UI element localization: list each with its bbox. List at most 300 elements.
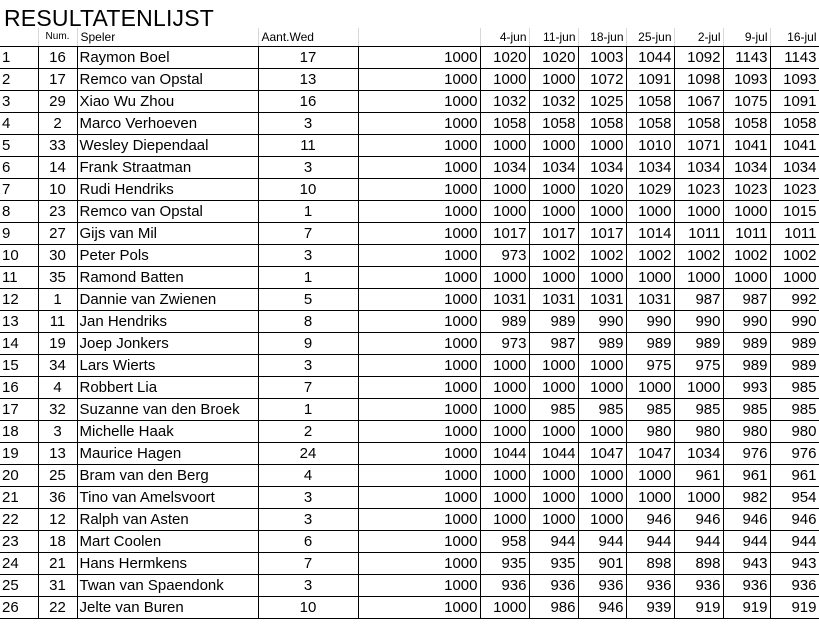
games-count-cell: 17 (258, 47, 358, 69)
rating-cell: 1014 (626, 223, 674, 245)
rank-cell: 24 (0, 553, 38, 575)
rating-cell: 1000 (480, 135, 529, 157)
rating-cell: 990 (578, 311, 626, 333)
start-rating-cell: 1000 (358, 575, 480, 597)
rating-cell: 1031 (578, 289, 626, 311)
rank-cell: 21 (0, 487, 38, 509)
games-count-cell: 3 (258, 113, 358, 135)
player-name-cell: Tino van Amelsvoort (77, 487, 258, 509)
rating-cell: 1017 (578, 223, 626, 245)
player-number-cell: 17 (38, 69, 77, 91)
rank-cell: 9 (0, 223, 38, 245)
rating-cell: 1000 (480, 267, 529, 289)
start-rating-cell: 1000 (358, 333, 480, 355)
rating-cell: 973 (480, 333, 529, 355)
start-rating-cell: 1000 (358, 91, 480, 113)
rating-cell: 980 (723, 421, 770, 443)
games-count-cell: 3 (258, 355, 358, 377)
player-name-cell: Wesley Diependaal (77, 135, 258, 157)
start-rating-cell: 1000 (358, 245, 480, 267)
start-rating-cell: 1000 (358, 553, 480, 575)
rating-cell: 901 (578, 553, 626, 575)
rating-cell: 985 (770, 399, 819, 421)
rating-cell: 1000 (480, 421, 529, 443)
rating-cell: 1092 (674, 47, 723, 69)
rating-cell: 985 (723, 399, 770, 421)
rating-cell: 1029 (626, 179, 674, 201)
rating-cell: 1000 (529, 69, 578, 91)
rating-cell: 976 (770, 443, 819, 465)
table-row (0, 201, 819, 223)
rating-cell: 936 (480, 575, 529, 597)
start-rating-cell: 1000 (358, 443, 480, 465)
rating-cell: 1020 (578, 179, 626, 201)
rating-cell: 990 (723, 311, 770, 333)
rating-cell: 990 (674, 311, 723, 333)
rank-cell: 22 (0, 509, 38, 531)
player-name-cell: Ralph van Asten (77, 509, 258, 531)
games-count-cell: 11 (258, 135, 358, 157)
rating-cell: 989 (770, 333, 819, 355)
start-rating-cell: 1000 (358, 377, 480, 399)
header-date: 9-jul (723, 28, 770, 47)
table-row (0, 113, 819, 135)
start-rating-cell: 1000 (358, 465, 480, 487)
rating-cell: 1000 (529, 487, 578, 509)
rank-cell: 2 (0, 69, 38, 91)
rating-cell: 1000 (480, 399, 529, 421)
rating-cell: 1000 (480, 509, 529, 531)
rating-cell: 944 (578, 531, 626, 553)
rating-cell: 1000 (480, 597, 529, 619)
start-rating-cell: 1000 (358, 135, 480, 157)
table-row (0, 575, 819, 597)
rank-cell: 6 (0, 157, 38, 179)
rating-cell: 1098 (674, 69, 723, 91)
rating-cell: 1000 (480, 69, 529, 91)
rating-cell: 1000 (529, 509, 578, 531)
rating-cell: 1000 (578, 487, 626, 509)
start-rating-cell: 1000 (358, 597, 480, 619)
header-rank (0, 28, 38, 47)
rating-cell: 944 (529, 531, 578, 553)
rating-cell: 1034 (770, 157, 819, 179)
player-number-cell: 31 (38, 575, 77, 597)
rating-cell: 946 (674, 509, 723, 531)
rating-cell: 1058 (480, 113, 529, 135)
rating-cell: 961 (770, 465, 819, 487)
rating-cell: 946 (626, 509, 674, 531)
player-name-cell: Xiao Wu Zhou (77, 91, 258, 113)
start-rating-cell: 1000 (358, 157, 480, 179)
rating-cell: 985 (626, 399, 674, 421)
rating-cell: 1011 (674, 223, 723, 245)
rating-cell: 1017 (480, 223, 529, 245)
table-row (0, 531, 819, 553)
rating-cell: 1044 (480, 443, 529, 465)
table-row (0, 465, 819, 487)
rating-cell: 1002 (529, 245, 578, 267)
games-count-cell: 7 (258, 223, 358, 245)
rating-cell: 944 (770, 531, 819, 553)
rating-cell: 944 (723, 531, 770, 553)
rating-cell: 935 (529, 553, 578, 575)
player-number-cell: 30 (38, 245, 77, 267)
rating-cell: 1058 (578, 113, 626, 135)
table-row (0, 69, 819, 91)
player-name-cell: Rudi Hendriks (77, 179, 258, 201)
player-number-cell: 23 (38, 201, 77, 223)
rating-cell: 946 (770, 509, 819, 531)
rating-cell: 985 (770, 377, 819, 399)
player-number-cell: 4 (38, 377, 77, 399)
rating-cell: 985 (529, 399, 578, 421)
player-number-cell: 34 (38, 355, 77, 377)
games-count-cell: 1 (258, 201, 358, 223)
rank-cell: 5 (0, 135, 38, 157)
table-row (0, 91, 819, 113)
header-row (0, 28, 819, 47)
rank-cell: 23 (0, 531, 38, 553)
rating-cell: 1093 (770, 69, 819, 91)
rating-cell: 1000 (626, 267, 674, 289)
header-start (358, 28, 480, 47)
games-count-cell: 3 (258, 157, 358, 179)
games-count-cell: 16 (258, 91, 358, 113)
rating-cell: 1011 (770, 223, 819, 245)
rating-cell: 1000 (529, 179, 578, 201)
rating-cell: 939 (626, 597, 674, 619)
rating-cell: 987 (674, 289, 723, 311)
header-date: 2-jul (674, 28, 723, 47)
rank-cell: 19 (0, 443, 38, 465)
rank-cell: 13 (0, 311, 38, 333)
rating-cell: 936 (674, 575, 723, 597)
rank-cell: 12 (0, 289, 38, 311)
rating-cell: 990 (770, 311, 819, 333)
rating-cell: 992 (770, 289, 819, 311)
rating-cell: 1000 (578, 509, 626, 531)
player-number-cell: 27 (38, 223, 77, 245)
player-number-cell: 18 (38, 531, 77, 553)
player-number-cell: 36 (38, 487, 77, 509)
rating-cell: 1000 (529, 355, 578, 377)
rating-cell: 961 (674, 465, 723, 487)
start-rating-cell: 1000 (358, 289, 480, 311)
player-number-cell: 1 (38, 289, 77, 311)
player-name-cell: Remco van Opstal (77, 69, 258, 91)
table-row (0, 333, 819, 355)
player-name-cell: Raymon Boel (77, 47, 258, 69)
results-table (0, 28, 819, 619)
rating-cell: 944 (674, 531, 723, 553)
rating-cell: 1000 (578, 355, 626, 377)
games-count-cell: 3 (258, 575, 358, 597)
rating-cell: 975 (674, 355, 723, 377)
rating-cell: 989 (578, 333, 626, 355)
rating-cell: 1034 (674, 157, 723, 179)
player-name-cell: Remco van Opstal (77, 201, 258, 223)
rating-cell: 1000 (674, 487, 723, 509)
rating-cell: 989 (626, 333, 674, 355)
games-count-cell: 13 (258, 69, 358, 91)
rank-cell: 15 (0, 355, 38, 377)
player-name-cell: Marco Verhoeven (77, 113, 258, 135)
rating-cell: 1002 (770, 245, 819, 267)
rating-cell: 1058 (626, 91, 674, 113)
rating-cell: 985 (578, 399, 626, 421)
rating-cell: 1031 (529, 289, 578, 311)
games-count-cell: 6 (258, 531, 358, 553)
rating-cell: 961 (723, 465, 770, 487)
player-number-cell: 14 (38, 157, 77, 179)
rating-cell: 898 (674, 553, 723, 575)
rating-cell: 1034 (578, 157, 626, 179)
player-number-cell: 22 (38, 597, 77, 619)
rating-cell: 1091 (770, 91, 819, 113)
rating-cell: 1047 (578, 443, 626, 465)
rating-cell: 944 (626, 531, 674, 553)
rating-cell: 954 (770, 487, 819, 509)
rating-cell: 1044 (626, 47, 674, 69)
rating-cell: 1000 (674, 267, 723, 289)
rating-cell: 1020 (480, 47, 529, 69)
rating-cell: 1011 (723, 223, 770, 245)
rating-cell: 989 (674, 333, 723, 355)
rating-cell: 1002 (578, 245, 626, 267)
rating-cell: 976 (723, 443, 770, 465)
start-rating-cell: 1000 (358, 267, 480, 289)
rank-cell: 18 (0, 421, 38, 443)
rating-cell: 986 (529, 597, 578, 619)
start-rating-cell: 1000 (358, 421, 480, 443)
rating-cell: 1023 (723, 179, 770, 201)
rating-cell: 946 (723, 509, 770, 531)
start-rating-cell: 1000 (358, 399, 480, 421)
rating-cell: 1091 (626, 69, 674, 91)
rating-cell: 1002 (626, 245, 674, 267)
rating-cell: 989 (770, 355, 819, 377)
rating-cell: 1000 (578, 267, 626, 289)
header-date: 25-jun (626, 28, 674, 47)
rating-cell: 1000 (626, 487, 674, 509)
rating-cell: 1002 (723, 245, 770, 267)
rating-cell: 1047 (626, 443, 674, 465)
page-title: RESULTATENLIJST (4, 5, 215, 31)
rating-cell: 919 (770, 597, 819, 619)
rating-cell: 1000 (529, 465, 578, 487)
player-number-cell: 19 (38, 333, 77, 355)
rating-cell: 975 (626, 355, 674, 377)
rating-cell: 958 (480, 531, 529, 553)
rating-cell: 1058 (529, 113, 578, 135)
rating-cell: 1000 (480, 179, 529, 201)
table-row (0, 443, 819, 465)
rating-cell: 1000 (770, 267, 819, 289)
rank-cell: 7 (0, 179, 38, 201)
rating-cell: 1003 (578, 47, 626, 69)
player-name-cell: Jelte van Buren (77, 597, 258, 619)
games-count-cell: 24 (258, 443, 358, 465)
player-name-cell: Ramond Batten (77, 267, 258, 289)
games-count-cell: 4 (258, 465, 358, 487)
rating-cell: 1032 (529, 91, 578, 113)
rating-cell: 1020 (529, 47, 578, 69)
rating-cell: 1000 (480, 377, 529, 399)
rating-cell: 1000 (529, 135, 578, 157)
rank-cell: 11 (0, 267, 38, 289)
rating-cell: 1058 (770, 113, 819, 135)
player-name-cell: Twan van Spaendonk (77, 575, 258, 597)
player-name-cell: Suzanne van den Broek (77, 399, 258, 421)
games-count-cell: 3 (258, 487, 358, 509)
rating-cell: 1044 (529, 443, 578, 465)
player-name-cell: Maurice Hagen (77, 443, 258, 465)
rank-cell: 14 (0, 333, 38, 355)
player-number-cell: 11 (38, 311, 77, 333)
rating-cell: 1071 (674, 135, 723, 157)
player-name-cell: Mart Coolen (77, 531, 258, 553)
rating-cell: 946 (578, 597, 626, 619)
start-rating-cell: 1000 (358, 531, 480, 553)
rank-cell: 16 (0, 377, 38, 399)
start-rating-cell: 1000 (358, 311, 480, 333)
start-rating-cell: 1000 (358, 113, 480, 135)
header-aant-wed: Aant.Wed (258, 28, 358, 47)
rating-cell: 1000 (723, 267, 770, 289)
rating-cell: 1010 (626, 135, 674, 157)
table-row (0, 267, 819, 289)
rating-cell: 1000 (480, 355, 529, 377)
player-number-cell: 3 (38, 421, 77, 443)
rating-cell: 980 (626, 421, 674, 443)
table-row (0, 223, 819, 245)
rating-cell: 943 (770, 553, 819, 575)
games-count-cell: 10 (258, 597, 358, 619)
player-name-cell: Robbert Lia (77, 377, 258, 399)
table-row (0, 311, 819, 333)
player-number-cell: 32 (38, 399, 77, 421)
player-number-cell: 29 (38, 91, 77, 113)
rating-cell: 1000 (626, 377, 674, 399)
header-date: 18-jun (578, 28, 626, 47)
table-row (0, 157, 819, 179)
rating-cell: 1000 (578, 421, 626, 443)
start-rating-cell: 1000 (358, 487, 480, 509)
rating-cell: 1000 (578, 377, 626, 399)
table-row (0, 179, 819, 201)
table-row (0, 399, 819, 421)
rating-cell: 1000 (529, 421, 578, 443)
rating-cell: 935 (480, 553, 529, 575)
rating-cell: 1067 (674, 91, 723, 113)
rating-cell: 1000 (626, 201, 674, 223)
games-count-cell: 1 (258, 399, 358, 421)
player-number-cell: 35 (38, 267, 77, 289)
header-date: 11-jun (529, 28, 578, 47)
rating-cell: 1000 (578, 465, 626, 487)
rating-cell: 1000 (529, 201, 578, 223)
player-name-cell: Frank Straatman (77, 157, 258, 179)
player-number-cell: 21 (38, 553, 77, 575)
table-row (0, 421, 819, 443)
rating-cell: 936 (529, 575, 578, 597)
rating-cell: 1000 (578, 201, 626, 223)
player-name-cell: Peter Pols (77, 245, 258, 267)
rating-cell: 1000 (480, 465, 529, 487)
rating-cell: 989 (480, 311, 529, 333)
rating-cell: 1000 (480, 201, 529, 223)
header-date: 16-jul (770, 28, 819, 47)
rank-cell: 17 (0, 399, 38, 421)
rating-cell: 936 (578, 575, 626, 597)
rating-cell: 1031 (480, 289, 529, 311)
player-name-cell: Michelle Haak (77, 421, 258, 443)
rating-cell: 990 (626, 311, 674, 333)
rating-cell: 1015 (770, 201, 819, 223)
rating-cell: 1075 (723, 91, 770, 113)
rating-cell: 936 (723, 575, 770, 597)
player-name-cell: Gijs van Mil (77, 223, 258, 245)
rating-cell: 1000 (723, 201, 770, 223)
rank-cell: 26 (0, 597, 38, 619)
table-row (0, 553, 819, 575)
rating-cell: 993 (723, 377, 770, 399)
rating-cell: 1058 (723, 113, 770, 135)
rating-cell: 989 (723, 355, 770, 377)
rating-cell: 989 (529, 311, 578, 333)
rating-cell: 1041 (723, 135, 770, 157)
rating-cell: 1000 (578, 135, 626, 157)
rating-cell: 987 (529, 333, 578, 355)
rating-cell: 973 (480, 245, 529, 267)
rating-cell: 1000 (626, 465, 674, 487)
games-count-cell: 2 (258, 421, 358, 443)
rating-cell: 982 (723, 487, 770, 509)
table-row (0, 377, 819, 399)
rank-cell: 25 (0, 575, 38, 597)
player-number-cell: 12 (38, 509, 77, 531)
games-count-cell: 10 (258, 179, 358, 201)
player-number-cell: 13 (38, 443, 77, 465)
rank-cell: 10 (0, 245, 38, 267)
rating-cell: 1143 (770, 47, 819, 69)
rating-cell: 943 (723, 553, 770, 575)
rating-cell: 1017 (529, 223, 578, 245)
player-name-cell: Dannie van Zwienen (77, 289, 258, 311)
games-count-cell: 7 (258, 377, 358, 399)
rating-cell: 985 (674, 399, 723, 421)
player-number-cell: 2 (38, 113, 77, 135)
start-rating-cell: 1000 (358, 509, 480, 531)
rank-cell: 8 (0, 201, 38, 223)
rating-cell: 1072 (578, 69, 626, 91)
games-count-cell: 7 (258, 553, 358, 575)
rating-cell: 987 (723, 289, 770, 311)
rating-cell: 1025 (578, 91, 626, 113)
table-row (0, 245, 819, 267)
rating-cell: 898 (626, 553, 674, 575)
player-number-cell: 16 (38, 47, 77, 69)
rating-cell: 980 (674, 421, 723, 443)
rating-cell: 1031 (626, 289, 674, 311)
player-number-cell: 33 (38, 135, 77, 157)
start-rating-cell: 1000 (358, 47, 480, 69)
rating-cell: 1000 (529, 377, 578, 399)
player-number-cell: 25 (38, 465, 77, 487)
player-name-cell: Jan Hendriks (77, 311, 258, 333)
rating-cell: 1000 (480, 487, 529, 509)
